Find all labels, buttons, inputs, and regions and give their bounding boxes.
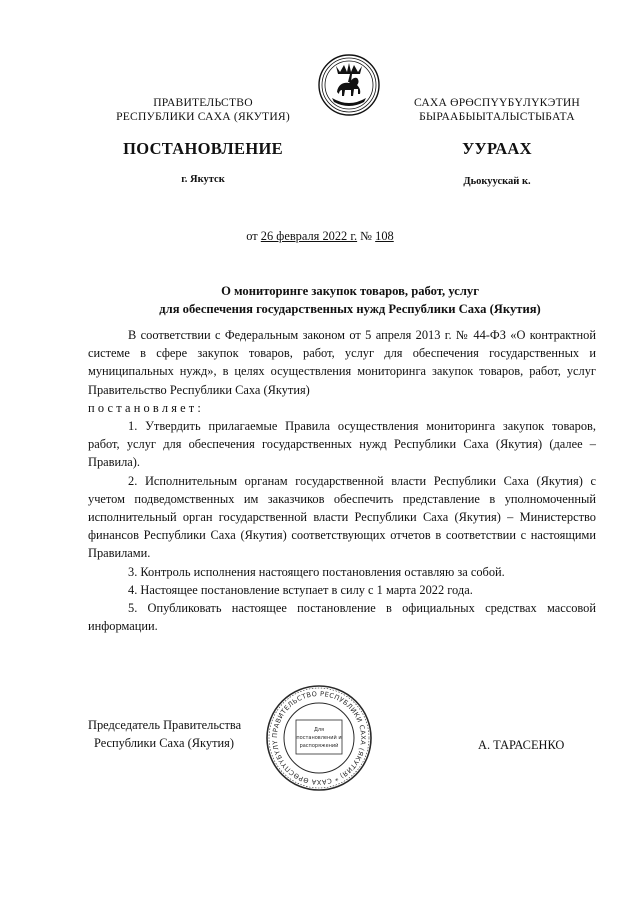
item-3: 3. Контроль исполнения настоящего постановления оставляю за собой. <box>128 564 505 579</box>
date-line <box>0 229 640 244</box>
item-1: 1. Утвердить прилагаемые Правила осуществления мониторинга закупок товаров, работ, услуг для обеспечения государственных нужд Республики Саха (Якутия) (далее – Правила). <box>88 419 596 470</box>
item-4: 4. Настоящее постановление вступает в силу с 1 марта 2022 года. <box>128 582 473 597</box>
doc-number: 108 <box>375 229 394 243</box>
coat-of-arms-emblem <box>318 52 380 118</box>
header-right-line1: САХА ӨРӨСПҮҮБҮЛҮКЭТИН <box>413 96 581 109</box>
official-stamp <box>264 682 374 794</box>
decree-word: постановляет: <box>88 400 205 415</box>
item-5: 5. Опубликовать настоящее постановление в официальных средствах массовой информации. <box>88 601 596 634</box>
stamp-inner-line1: Для <box>313 727 325 733</box>
number-sign: № <box>360 229 373 243</box>
title-line2: для обеспечения государственных нужд Республики Саха (Якутия) <box>159 302 541 316</box>
header-right-line2: БЫРААБЫЫТАЛЫСТЫБАТА <box>419 110 575 123</box>
document-body <box>88 326 596 635</box>
city-right: Дьокуускай к. <box>463 176 531 187</box>
title-line1: О мониторинге закупок товаров, работ, услуг <box>221 284 479 298</box>
stamp-ring-text: ПРАВИТЕЛЬСТВО РЕСПУБЛИКИ САХА (ЯКУТИЯ) * САХА ӨРӨСПҮҮБҮЛҮ <box>270 689 368 787</box>
preamble-text: В соответствии с Федеральным законом от 5 апреля 2013 г. № 44-ФЗ «О контрактной системе в сфере закупок товаров, работ, услуг для обеспечения государственных и муниципальных нужд», в целях осуществления мониторинга закупок товаров, работ, услуг Правительство Республики Саха (Якутия) <box>88 328 596 397</box>
position-line1: Председатель Правительства <box>88 718 242 732</box>
stamp-inner-line3: распоряжений <box>299 743 339 749</box>
header-right <box>392 96 602 124</box>
city-left: г. Якутск <box>181 174 225 185</box>
date-prefix: от <box>246 229 258 243</box>
position-line2: Республики Саха (Якутия) <box>94 736 234 750</box>
doc-type-right: УУРААХ <box>462 139 532 158</box>
header-left-line2: РЕСПУБЛИКИ САХА (ЯКУТИЯ) <box>116 110 290 123</box>
date-value: 26 февраля 2022 г. <box>260 229 358 243</box>
signer-name: А. ТАРАСЕНКО <box>478 738 565 752</box>
header-left-line1: ПРАВИТЕЛЬСТВО <box>153 96 253 109</box>
preamble-paragraph <box>88 326 596 399</box>
item-2: 2. Исполнительным органам государственной власти Республики Саха (Якутия) с учетом подведомственных им заказчиков обеспечить представление в уполномоченный исполнительный орган государственной власти Республики Саха (Якутия) – Министерство финансов Республики Саха (Якутия) соответствующих отчетов в соответствии с настоящими Правилами. <box>88 473 596 561</box>
doc-type-left: ПОСТАНОВЛЕНИЕ <box>123 139 283 158</box>
stamp-inner-line2: постановлений и <box>296 735 342 741</box>
header-left <box>98 96 308 124</box>
document-title <box>60 282 640 318</box>
